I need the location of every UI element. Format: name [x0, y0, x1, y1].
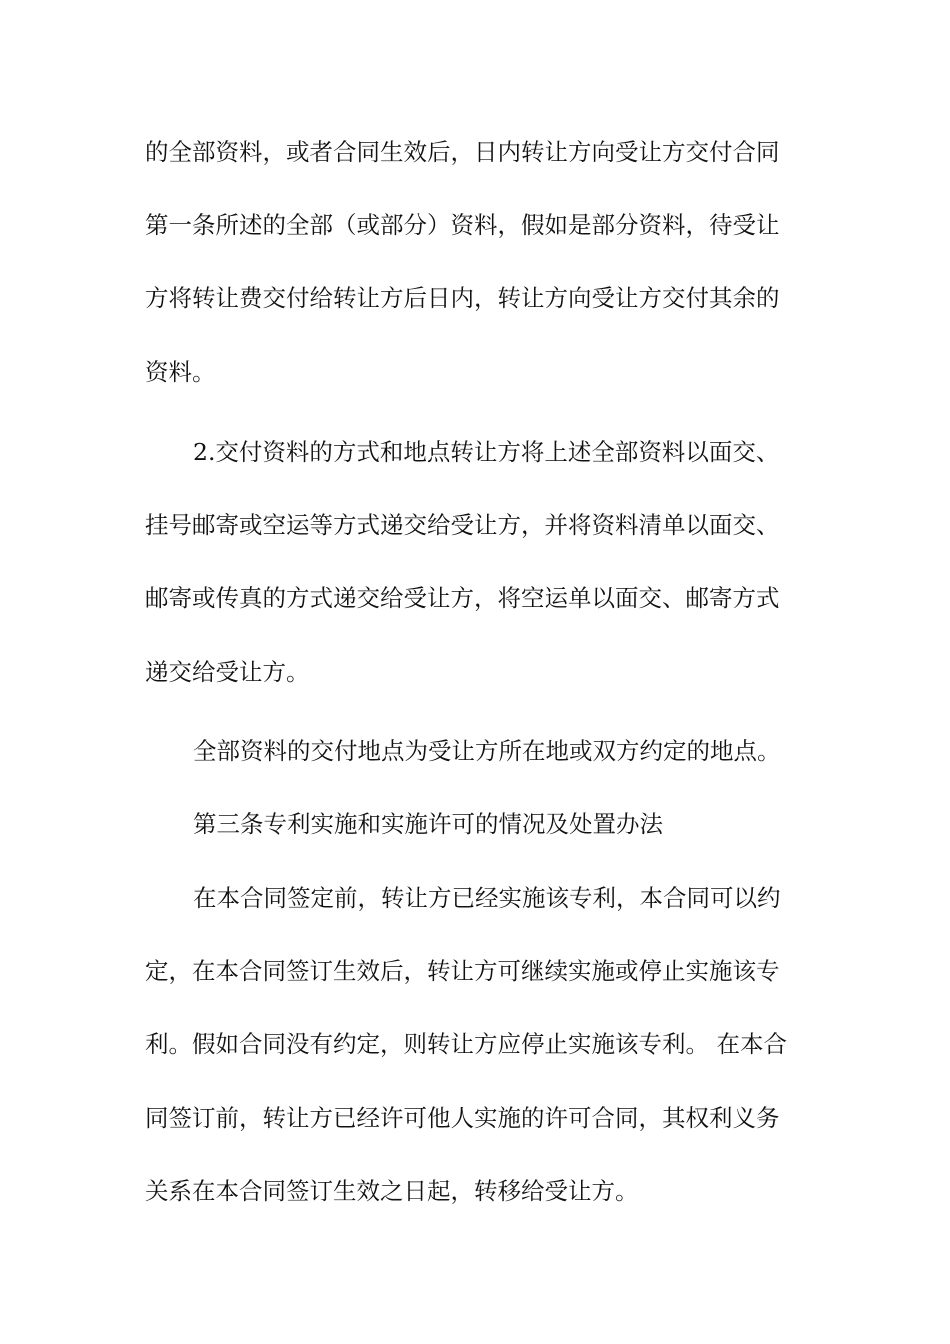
paragraph-line: 全部资料的交付地点为受让方所在地或双方约定的地点。 — [193, 737, 781, 765]
paragraph-line: 在本合同签定前，转让方已经实施该专利，本合同可以约 — [193, 884, 781, 912]
paragraph-line: 定，在本合同签订生效后，转让方可继续实施或停止实施该专 — [145, 957, 780, 985]
paragraph-line: 同签订前，转让方已经许可他人实施的许可合同，其权利义务 — [145, 1104, 780, 1132]
paragraph-line: 资料。 — [145, 358, 216, 386]
paragraph-line: 第一条所述的全部（或部分）资料，假如是部分资料，待受让 — [145, 211, 780, 239]
paragraph-line: 利。假如合同没有约定，则转让方应停止实施该专利。 在本合 — [145, 1030, 787, 1058]
section-heading: 第三条专利实施和实施许可的情况及处置办法 — [193, 810, 663, 838]
paragraph-line: 挂号邮寄或空运等方式递交给受让方，并将资料清单以面交、 — [145, 511, 780, 539]
paragraph-line: 邮寄或传真的方式递交给受让方，将空运单以面交、邮寄方式 — [145, 584, 780, 612]
paragraph-line: 2.交付资料的方式和地点转让方将上述全部资料以面交、 — [193, 438, 780, 466]
paragraph-line: 递交给受让方。 — [145, 658, 310, 686]
paragraph-line: 方将转让费交付给转让方后日内，转让方向受让方交付其余的 — [145, 284, 780, 312]
paragraph-line: 的全部资料，或者合同生效后，日内转让方向受让方交付合同 — [145, 138, 780, 166]
paragraph-line: 关系在本合同签订生效之日起，转移给受让方。 — [145, 1177, 639, 1205]
